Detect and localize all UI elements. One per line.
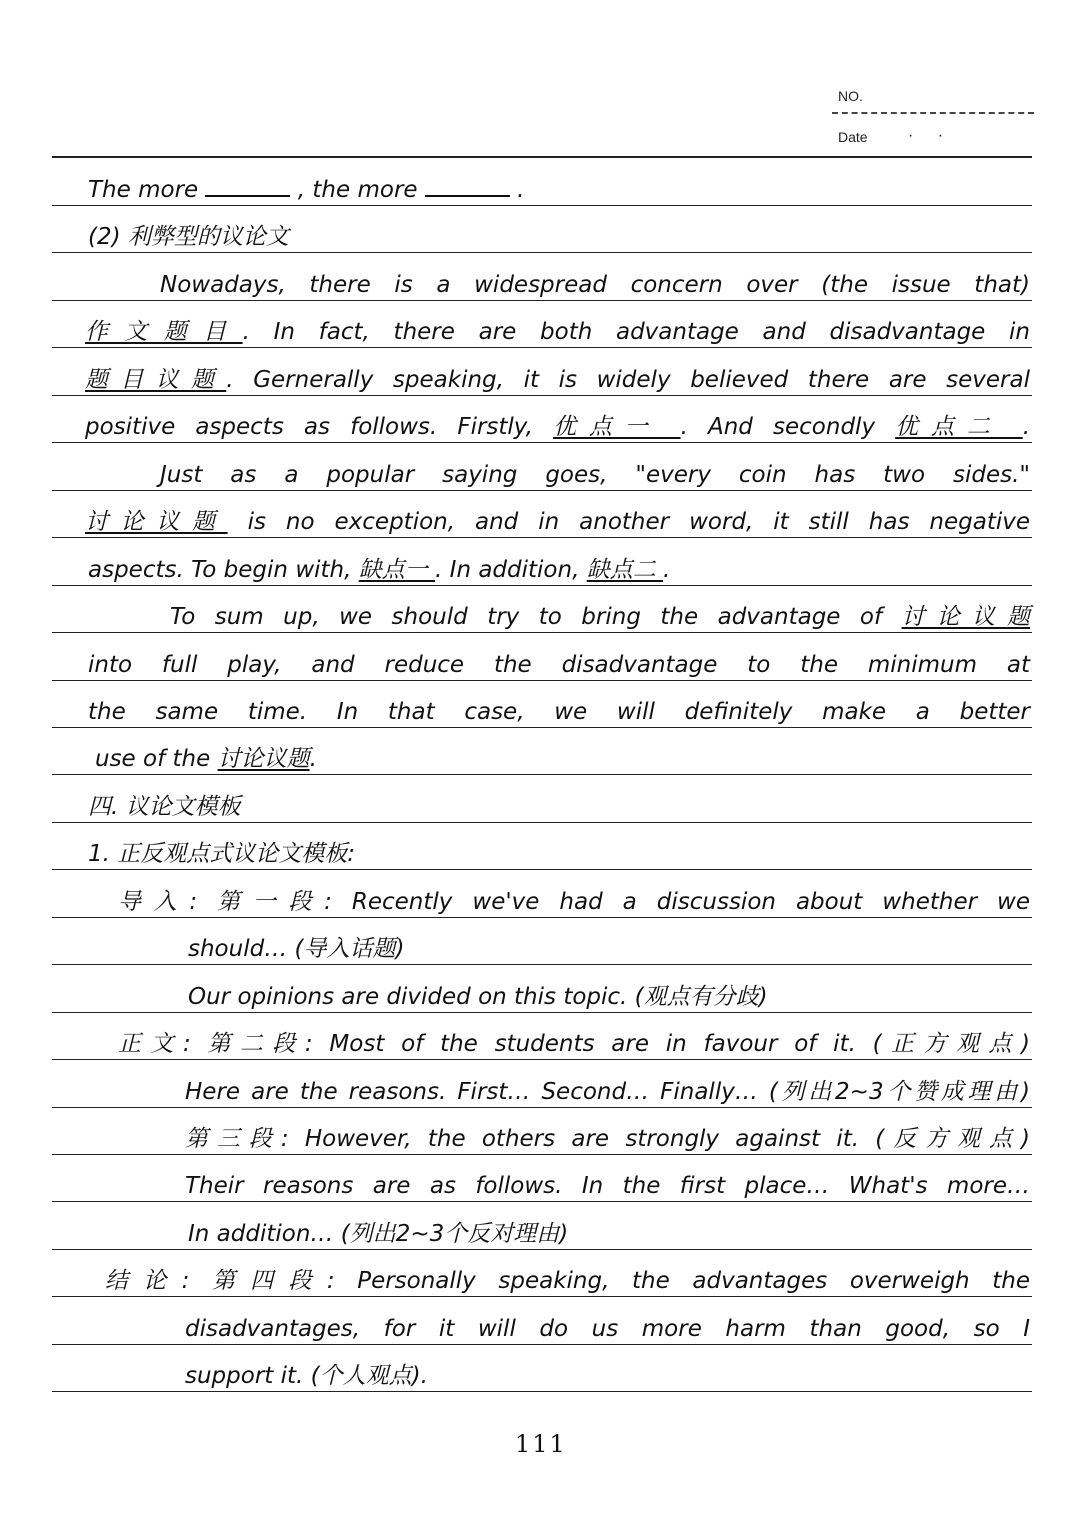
no-field-line	[832, 112, 1034, 114]
handwritten-line	[118, 1029, 1030, 1059]
handwritten-line	[160, 270, 1030, 300]
line-text: . In fact, there are both advantage and disadvantage in	[242, 319, 1030, 346]
date-label: Date	[838, 129, 868, 145]
line-text: . In addition,	[435, 556, 587, 583]
line-text: Nowadays, there is a widespread concern over (the issue that)	[160, 271, 1030, 298]
ruled-line	[52, 964, 1032, 965]
ruled-line	[52, 727, 1032, 728]
line-text: the same time. In that case, we will definitely make a better	[88, 698, 1030, 725]
ruled-line	[52, 632, 1032, 633]
handwritten-line	[188, 982, 768, 1012]
ruled-line	[52, 490, 1032, 491]
underlined-placeholder: 讨论议题	[901, 604, 1031, 631]
underlined-placeholder: 作文题目	[85, 319, 243, 346]
line-text: Just as a popular saying goes, "every coin has two sides."	[160, 461, 1030, 488]
line-text: .	[1022, 414, 1030, 441]
handwritten-line	[85, 412, 1030, 442]
fill-in-blank	[205, 187, 290, 197]
handwritten-line	[188, 934, 404, 964]
line-text: use of the	[95, 746, 218, 773]
ruled-line	[52, 1344, 1032, 1345]
ruled-line	[52, 537, 1032, 538]
line-text: , the more	[290, 177, 425, 203]
ruled-line	[52, 1296, 1032, 1297]
ruled-line	[52, 442, 1032, 443]
line-text: should… (导入话题)	[188, 936, 405, 963]
line-text: Our opinions are divided on this topic. (观点有分歧)	[188, 983, 768, 1010]
line-text: 结论: 第四段: Personally speaking, the advantages overweigh the	[105, 1268, 1030, 1295]
line-text: . And secondly	[680, 414, 896, 441]
ruled-line	[52, 1391, 1032, 1392]
handwritten-line	[88, 555, 670, 585]
handwritten-line	[85, 507, 1030, 537]
line-text: 导入: 第一段: Recently we've had a discussion about whether we	[118, 888, 1030, 915]
ruled-line	[52, 917, 1032, 918]
handwritten-line	[185, 1124, 1030, 1154]
ruled-line	[52, 300, 1032, 301]
ruled-line	[52, 252, 1032, 253]
line-text: .	[309, 746, 317, 773]
line-text: . Gernerally speaking, it is widely believed there are several	[226, 366, 1030, 393]
line-text: into full play, and reduce the disadvantage to the minimum at	[88, 651, 1030, 678]
handwritten-line	[170, 602, 1030, 632]
handwritten-line	[85, 365, 1030, 395]
ruled-line	[52, 1059, 1032, 1060]
fill-in-blank	[425, 187, 510, 197]
handwritten-line	[88, 697, 1030, 727]
no-label: NO.	[838, 88, 863, 104]
ruled-line	[52, 585, 1032, 586]
underlined-placeholder: 题目议题	[85, 366, 227, 393]
handwritten-line	[88, 839, 355, 869]
line-text: (2) 利弊型的议论文	[88, 224, 289, 251]
line-text: aspects. To begin with,	[88, 556, 359, 583]
line-text: positive aspects as follows. Firstly,	[85, 414, 554, 441]
handwritten-line	[185, 1077, 1030, 1107]
underlined-placeholder: 优点二	[895, 414, 1023, 441]
handwritten-line	[118, 887, 1030, 917]
ruled-line	[52, 680, 1032, 681]
handwritten-line	[88, 175, 525, 205]
ruled-line	[52, 347, 1032, 348]
ruled-line	[52, 1012, 1032, 1013]
handwritten-line	[88, 792, 241, 822]
line-text: 正文: 第二段: Most of the students are in favour of it. (正方观点)	[118, 1031, 1030, 1058]
handwritten-line	[185, 1314, 1030, 1344]
ruled-line	[52, 1201, 1032, 1202]
handwritten-line	[160, 460, 1030, 490]
handwritten-line	[85, 317, 1030, 347]
underlined-placeholder: 讨论议题	[85, 509, 228, 536]
handwritten-line	[105, 1266, 1030, 1296]
line-text: Here are the reasons. First… Second… Finally… (列出2~3个赞成理由)	[185, 1078, 1030, 1105]
line-text: The more	[88, 177, 206, 203]
line-text: disadvantages, for it will do us more harm than good, so I	[185, 1315, 1030, 1342]
handwritten-line	[188, 1219, 568, 1249]
ruled-line	[52, 869, 1032, 870]
line-text: support it. (个人观点).	[185, 1363, 428, 1390]
line-text: Their reasons are as follows. In the first place… What's more…	[185, 1173, 1030, 1200]
handwritten-line	[88, 222, 289, 252]
page-number: 111	[515, 1430, 567, 1458]
line-text: To sum up, we should try to bring the advantage of	[170, 604, 902, 631]
ruled-line	[52, 395, 1032, 396]
ruled-line	[52, 1107, 1032, 1108]
ruled-line	[52, 822, 1032, 823]
ruled-line	[52, 1154, 1032, 1155]
top-rule	[52, 156, 1032, 158]
ruled-line	[52, 1249, 1032, 1250]
handwritten-line	[185, 1361, 428, 1391]
line-text: 1. 正反观点式议论文模板:	[88, 841, 356, 868]
line-text: 第三段: However, the others are strongly against it. (反方观点)	[185, 1126, 1030, 1152]
ruled-line	[52, 205, 1032, 206]
underlined-placeholder: 优点一	[553, 414, 681, 441]
handwritten-line	[185, 1171, 1030, 1201]
handwritten-line	[88, 650, 1030, 680]
line-text: .	[509, 177, 525, 203]
line-text: 四. 议论文模板	[88, 793, 241, 820]
line-text: In addition… (列出2~3个反对理由)	[188, 1220, 569, 1247]
date-dots: · ·	[908, 127, 944, 144]
line-text: .	[663, 556, 671, 583]
line-text: is no exception, and in another word, it still has negative	[227, 509, 1030, 536]
handwritten-line	[95, 744, 317, 774]
ruled-line	[52, 774, 1032, 775]
underlined-placeholder: 缺点二	[586, 556, 664, 583]
underlined-placeholder: 缺点一	[358, 556, 436, 583]
underlined-placeholder: 讨论议题	[217, 746, 310, 773]
